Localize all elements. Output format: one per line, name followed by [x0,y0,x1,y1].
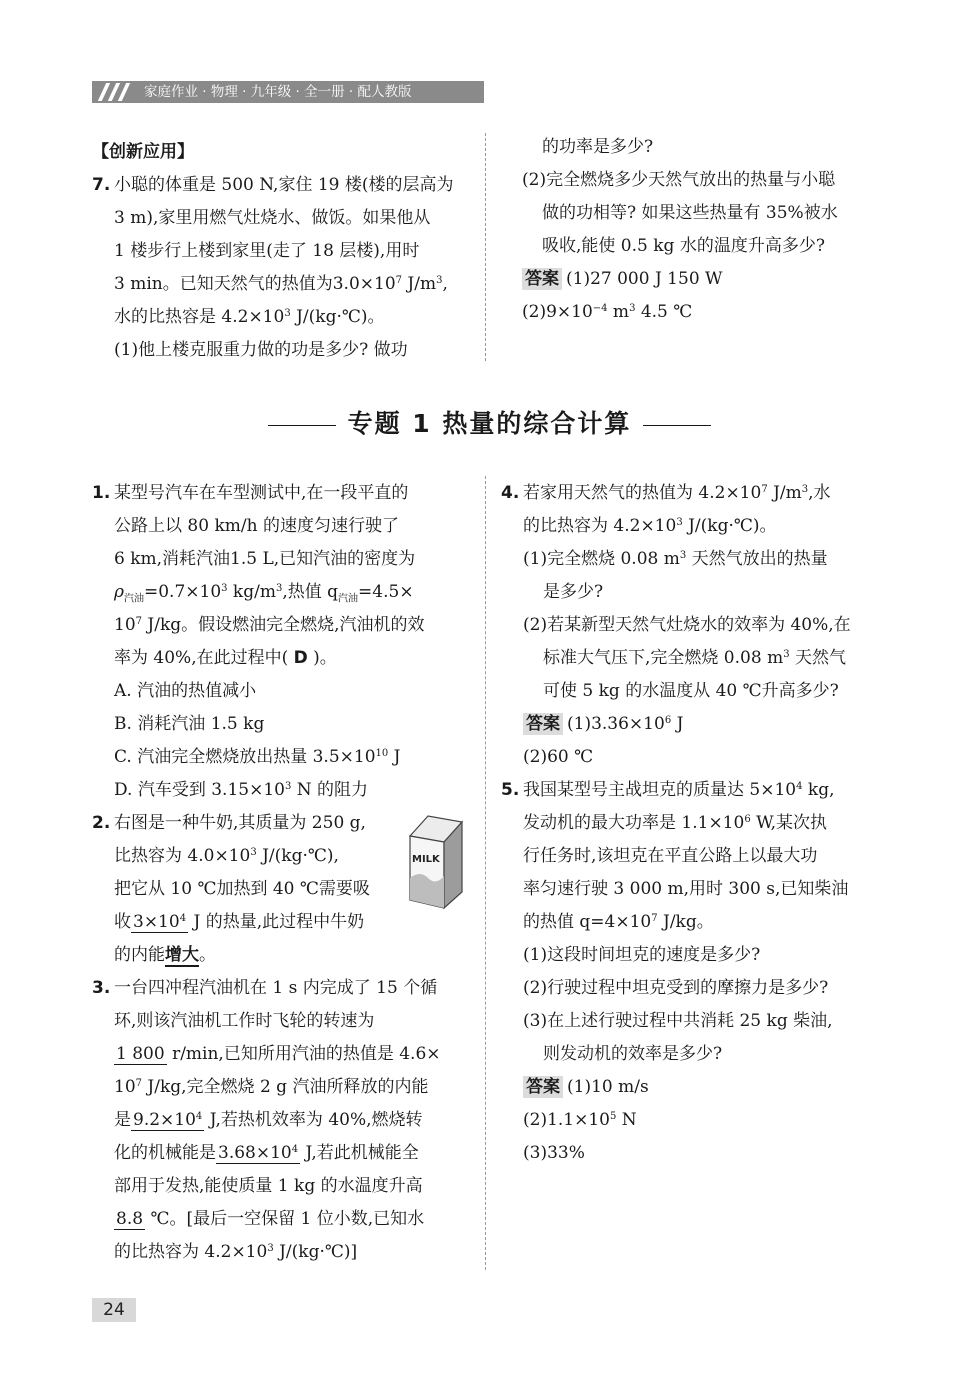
text-line: 行任务时,该坦克在平直公路上以最大功 [523,846,818,866]
text-line: 我国某型号主战坦克的质量达 $5\times 10^4$ kg, [523,780,835,800]
text-line: (2)完全燃烧多少天然气放出的热量与小聪 [522,170,836,190]
text-line: 可使 5 kg 的水温度从 40 ℃升高多少? [543,681,839,701]
answer-line: $(2)9\times 10^{-4}$ $m^3$ 4.5 ℃ [522,302,693,322]
section-label: 【创新应用】 [92,142,194,162]
question-7-continued [522,131,838,329]
answer-line: (2)60 ℃ [523,747,594,767]
text-line: 部用于发热,能使质量 1 kg 的水温度升高 [114,1176,423,1196]
answer-line: 答案 $(1)3.36\times 10^6$ J [523,708,851,741]
text-line: 发动机的最大功率是 $1.1\times 10^6$ W,某次执 [523,813,828,833]
text-line: 环,则该汽油机工作时飞轮的转速为 [114,1011,375,1031]
option-a: A. 汽油的热值减小 [114,681,257,701]
milk-carton-icon [404,812,466,912]
title-rule-right [643,425,711,426]
milk-label: MILK [412,854,440,865]
title-rule-left [268,425,336,426]
text-line: 的热值 $q=4\times 10^7$ J/kg。 [523,912,714,932]
question-5 [501,774,851,1170]
text-line: (1)完全燃烧 0.08 $m^3$ 天然气放出的热量 [523,549,828,569]
text-line: 吸收,能使 0.5 kg 水的温度升高多少? [542,236,825,256]
blank-answer: $3.68\times 10^4$ [218,1143,299,1163]
text-line: 化的机械能是 $3.68\times 10^4$ J,若此机械能全 [114,1143,419,1163]
running-header [92,81,484,103]
text-line: 若家用天然气的热值为 $4.2\times 10^7$ $J/m^3$,水 [523,483,831,503]
question-number: 4. [501,483,520,503]
text-line: 率为 40%,在此过程中( D )。 [114,648,337,668]
answer-line: $(2)1.1\times 10^5$ N [523,1110,637,1130]
blank-answer: 8.8 [116,1209,144,1229]
text-line: 比热容为 $4.0\times 10^3$ J/(kg·℃), [114,846,339,866]
left-column [92,477,441,1269]
text-line: 把它从 10 ℃加热到 40 ℃需要吸 [114,879,370,899]
question-number: 7. [92,175,111,195]
right-column [501,477,851,1170]
blank-answer: $3\times 10^4$ [133,912,187,932]
sub-question: (2)行驶过程中坦克受到的摩擦力是多少? [523,978,829,998]
header-stripes-decoration [96,83,138,101]
option-d: D. 汽车受到 $3.15\times 10^3$ N 的阻力 [114,780,369,800]
choice-answer: D [293,648,308,668]
text-line: 某型号汽车在车型测试中,在一段平直的 [114,483,409,503]
answer-line: (3)33% [523,1143,585,1163]
text-line: 的内能增大。 [114,945,216,965]
text-line: 1 楼步行上楼到家里(走了 18 层楼),用时 [114,241,420,261]
answer-line: 答案 (1)27 000 J 150 W [522,263,838,296]
option-b: B. 消耗汽油 1.5 kg [114,714,265,734]
text-line: 1 800 r/min,已知所用汽油的热值是 4.6× [116,1044,441,1064]
text-line: 做的功相等? 如果这些热量有 35%被水 [542,203,838,223]
text-line: 标准大气压下,完全燃烧 0.08 $m^3$ 天然气 [543,648,846,668]
text-line: (1)他上楼克服重力做的功是多少? 做功 [114,340,408,360]
header-text: 家庭作业 · 物理 · 九年级 · 全一册 · 配人教版 [144,84,412,100]
text-line: 水的比热容是 $4.2\times 10^3$ J/(kg·℃)。 [114,307,385,327]
column-divider [485,476,486,1270]
sub-question: (3)在上述行驶过程中共消耗 25 kg 柴油, [523,1011,833,1031]
blank-answer: 增大 [165,945,199,965]
question-number: 1. [92,483,111,503]
text-line: 的比热容为 $4.2\times 10^3$ J/(kg·℃)。 [523,516,777,536]
answer-label: 答案 [522,268,562,290]
text-line: $\rho_{汽油}=0.7\times 10^3$ $kg/m^3$,热值 $q_{汽油}=4.5\times$ [114,582,414,605]
topic-title [0,404,979,440]
sub-question: 则发动机的效率是多少? [543,1044,723,1064]
answer-label: 答案 [523,713,563,735]
text-line: 8.8 ℃。[最后一空保留 1 位小数,已知水 [116,1209,425,1229]
question-number: 2. [92,813,111,833]
text-line: 收 $3\times 10^4$ J 的热量,此过程中牛奶 [114,912,365,932]
text-line: 公路上以 80 km/h 的速度匀速行驶了 [114,516,399,536]
answer-line: 答案 (1)10 m/s [523,1071,851,1104]
question-number: 5. [501,780,520,800]
text-line: 的功率是多少? [542,137,654,157]
column-divider [485,133,486,361]
title-text: 专题 1 热量的综合计算 [347,409,632,438]
text-line: 6 km,消耗汽油1.5 L,已知汽油的密度为 [114,549,416,569]
question-7 [92,169,454,367]
text-line: 3 m),家里用燃气灶烧水、做饭。如果他从 [114,208,431,228]
text-line: 的比热容为 $4.2\times 10^3$ J/(kg·℃)] [114,1242,358,1262]
text-line: 率匀速行驶 3 000 m,用时 300 s,已知柴油 [523,879,849,899]
text-line: 是 $9.2\times 10^4$ J,若热机效率为 40%,燃烧转 [114,1110,423,1130]
option-c: C. 汽油完全燃烧放出热量 $3.5\times 10^{10}$ J [114,747,401,767]
sub-question: (1)这段时间坦克的速度是多少? [523,945,761,965]
question-2 [92,807,441,972]
text-line: $10^7$ J/kg。假设燃油完全燃烧,汽油机的效 [114,615,425,635]
text-line: (2)若某新型天然气灶烧水的效率为 40%,在 [523,615,851,635]
text-line: $10^7$ J/kg,完全燃烧 2 g 汽油所释放的内能 [114,1077,429,1097]
question-3 [92,972,441,1269]
text-line: 是多少? [543,582,604,602]
blank-answer: $9.2\times 10^4$ [133,1110,203,1130]
text-line: 小聪的体重是 500 N,家住 19 楼(楼的层高为 [114,175,454,195]
text-line: 3 min。已知天然气的热值为$3.0\times 10^7$ $J/m^3$, [114,274,448,294]
answer-label: 答案 [523,1076,563,1098]
text-line: 一台四冲程汽油机在 1 s 内完成了 15 个循 [114,978,438,998]
question-1 [92,477,441,807]
question-number: 3. [92,978,111,998]
page-number: 24 [92,1298,136,1322]
innovation-section [92,136,454,367]
blank-answer: 1 800 [116,1044,165,1064]
question-4 [501,477,851,774]
text-line: 右图是一种牛奶,其质量为 250 g, [114,813,366,833]
